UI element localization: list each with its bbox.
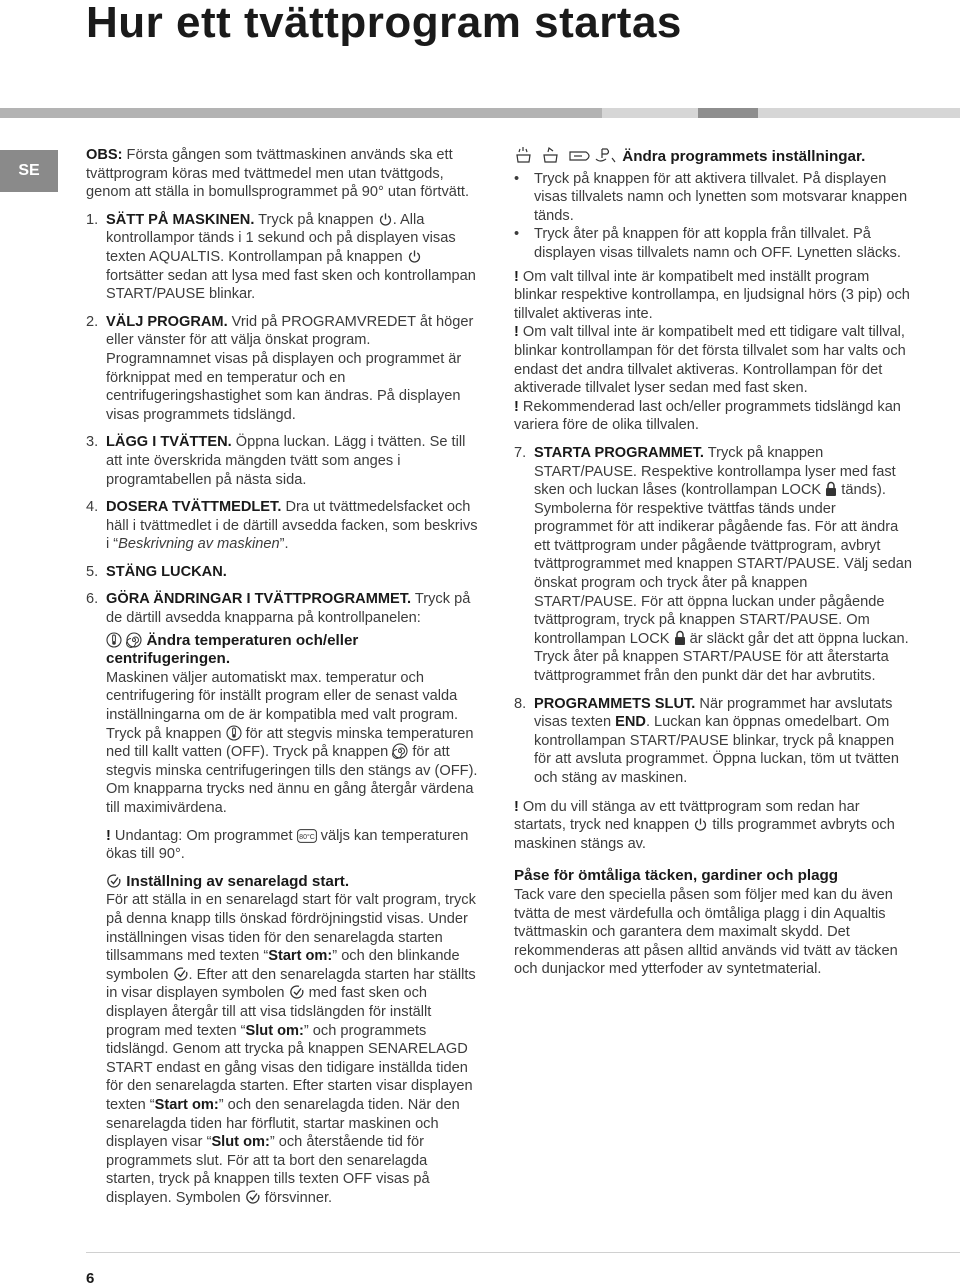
temp-spin-text: Maskinen väljer automatiskt max. temperatur och centrifugering för inställt program eller de senast valda inställningarna om de är kompatibla med valt program. Tryck på knappen för att stegvis minska temperaturen ned till kallt vatten (OFF). Tryck på knappen för att stegvis minska centrifugeringen tills den stängs av (OFF). Om knapparna trycks ned ännu en gång återgår värdena till maximivärdena. <box>106 669 478 816</box>
delay-start-icon <box>106 873 122 889</box>
temp-spin-heading: Ändra temperaturen och/eller centrifugeringen. <box>106 631 359 668</box>
page-title: Hur ett tvättprogram startas <box>86 0 682 47</box>
power-icon <box>378 212 393 227</box>
step-3: 3. LÄGG I TVÄTTEN. Öppna luckan. Lägg i tvätten. Se till att inte överskrida mängden tvätt som anges i programtabellen på nästa sida. <box>86 434 466 488</box>
power-icon <box>693 817 708 832</box>
right-column <box>514 146 914 988</box>
step-5: 5. STÄNG LUCKAN. <box>86 563 227 580</box>
bag-heading: Påse för ömtåliga täcken, gardiner och plagg <box>514 867 839 885</box>
option-icons <box>514 146 618 170</box>
temperature-icon <box>226 725 242 741</box>
footer-rule <box>86 1252 960 1253</box>
delay-start-heading: Inställning av senarelagd start. <box>106 873 478 892</box>
temp-spin-section <box>86 632 478 1208</box>
options-note-2: ! Om valt tillval inte är kompatibelt med ett tidigare valt tillval, blinkar kontrollampan för det första tillvalet som har valts och endast det andra tillvalet aktiveras. Kontrollampan för det aktiverade tillvalet lyser sedan med fast sken. <box>514 324 906 397</box>
program-80c-icon <box>297 829 317 843</box>
step-6: 6. GÖRA ÄNDRINGAR I TVÄTTPROGRAMMET. Tryck på de därtill avsedda knapparna på kontrollpanelen: <box>86 591 471 627</box>
step-4: 4. DOSERA TVÄTTMEDLET. Dra ut tvättmedelsfacket och häll i tvättmedlet i de därtill avsedda facken, som beskrivs i “Beskrivning av maskinen”. <box>86 499 478 553</box>
temp-exception: ! Undantag: Om programmet 80°C väljs kan temperaturen ökas till 90°. <box>106 827 469 863</box>
options-bullet-2: • Tryck åter på knappen för att koppla från tillvalet. På displayen visas tillvalets namn och OFF. Lynetten släcks. <box>514 226 901 261</box>
step-7: 7. STARTA PROGRAMMET. Tryck på knappen START/PAUSE. Respektive kontrollampa lyser med fast sken och luckan låses (kontrollampan LOCK tänds). Symbolerna för respektive tvättfas tänds under programmet för att indikerar pågående fas. För att ändra ett tvättprogram under pågående tvättprogram, avbryt tvättprogrammet med knappen START/PAUSE. Välj sedan önskat program och tryck åter på knappen START/PAUSE. För att öppna luckan under pågående tvättprogram, tryck på knappen START/PAUSE. Om kontrollampan LOCK är släckt går det att öppna luckan. Tryck åter på knappen START/PAUSE för att återstarta tvättprogrammet från den punkt där det har avbrutits. <box>514 444 912 685</box>
options-bullet-1: • Tryck på knappen för att aktivera tillvalet. På displayen visas tillvalets namn och lynetten som motsvarar knappen tänds. <box>514 170 908 224</box>
step-2: 2. VÄLJ PROGRAM. Vrid på PROGRAMVREDET åt höger eller vänster för att välja önskat program. Programnamnet visas på displayen och programmet är förknippat med en temperatur och en centrifugeringshastighet som kan ändras. På displayen visas programmets tidslängd. <box>86 313 474 423</box>
page-number: 6 <box>86 1270 95 1287</box>
delay-start-text: För att ställa in en senarelagd start för valt program, tryck på denna knapp tills önskad fördröjningstid visas. Under inställningen visas tiden för den senarelagda starten tillsammans med texten “Start om:” och den blinkande symbolen . Efter att den senarelagda starten har ställts in visar displayen symbolen med fast sken och displayen återgår till att visa tidslängden för inställt program med texten “Slut om:” och programmets tidslängd. Genom att trycka på knappen SENARELAGD START endast en gång visas den tidigare inställda tiden för den senarelagda starten. Efter starten visar displayen texten “Start om:” och den senarelagda tiden. När den senarelagda tiden har förflutit, startar maskinen och displayen visar “Slut om:” och återstående tid för programmets slut. För att ta bort den senarelagda starten, tryck på knappen tills texten OFF visas på displayen. Symbolen försvinner. <box>106 892 476 1206</box>
lock-icon <box>674 630 686 646</box>
stop-note: ! Om du vill stänga av ett tvättprogram som redan har startats, tryck ned knappen tills programmet avbryts och maskinen stängs av. <box>514 798 895 852</box>
language-tab: SE <box>0 150 58 192</box>
step-1: 1. SÄTT PÅ MASKINEN. Tryck på knappen . Alla kontrollampor tänds i 1 sekund och på displayen visas texten AQUALTIS. Kontrollampan på knappen fortsätter sedan att lysa med fast sken och kontrollampan START/PAUSE blinkar. <box>86 211 476 303</box>
bag-text: Tack vare den speciella påsen som följer med kan du även tvätta de mest värdefulla och ömtåliga plagg i din Aqualtis tvättmaskin och garantera dem maximalt skydd. Det rekommenderas att påsen alltid används vid tvätt av täcken och dunjackor med ytterfoder av syntetmaterial. <box>514 886 898 978</box>
obs-note: OBS: Första gången som tvättmaskinen används ska ett tvättprogram köras med tvättmedel men utan tvättgods, genom att ställa in bomullsprogrammet på 90° utan förtvätt. <box>86 147 470 201</box>
delay-start-icon <box>289 984 305 1000</box>
step-8: 8. PROGRAMMETS SLUT. När programmet har avslutats visas texten END. Luckan kan öppnas omedelbart. Om kontrollampan START/PAUSE blinkar, tryck på knappen för att avsluta programmet. Öppna luckan, töm ut tvätten och stäng av maskinen. <box>514 695 900 786</box>
delay-start-icon <box>245 1189 261 1205</box>
options-heading: Ändra programmets inställningar. <box>514 146 914 170</box>
temperature-icon <box>106 632 122 648</box>
options-note-1: ! Om valt tillval inte är kompatibelt med inställt program blinkar respektive kontrollampa, en ljudsignal hörs (3 pip) och tillvalet aktiveras inte. <box>514 268 910 322</box>
options-note-3: ! Rekommenderad last och/eller programmets tidslängd kan variera före de olika tillvalen. <box>514 398 901 434</box>
header-band <box>0 108 960 118</box>
program-80c-label: 80°C <box>298 833 315 841</box>
power-icon <box>407 249 422 264</box>
spin-icon <box>126 632 142 648</box>
lock-icon <box>825 481 837 497</box>
spin-icon <box>392 743 408 759</box>
left-column <box>86 146 478 1216</box>
delay-start-icon <box>173 966 189 982</box>
